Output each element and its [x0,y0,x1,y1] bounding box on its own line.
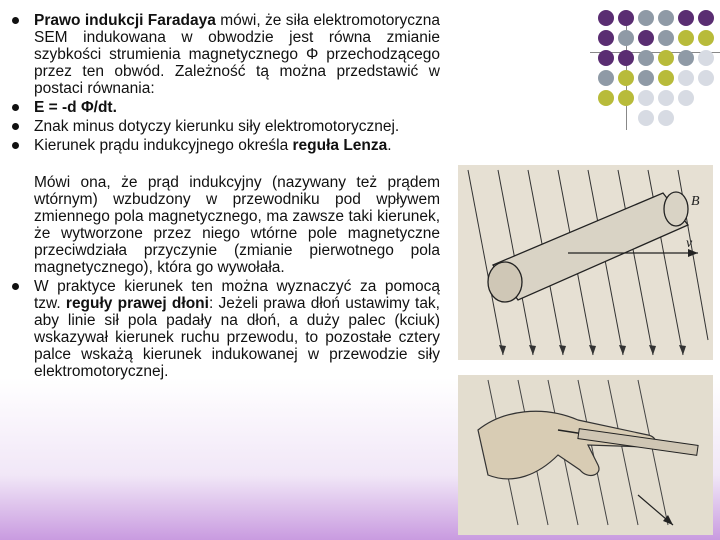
lenz-paragraph-text: Mówi ona, że prąd indukcyjny (nazywany też prądem wtórnym) wzbudzony w przewodniku pod wpływem zmiennego pola magnetycznego, ma zawsze taki kierunek, że wytworzone przez niego wtórne pole magnetyczne przeciwdziała przyczynie (zmianie pierwotnego pola magnetycznego), która go wywołała. [34,174,440,276]
decor-dot [598,30,614,46]
decor-dot [598,90,614,106]
decor-dot [618,10,634,26]
right-hand-intro: W praktyce kierunek ten można wyznaczyć za pomocą tzw. [34,278,440,312]
bullet-minus-sign [10,118,440,135]
decor-dot [598,10,614,26]
decor-dot [698,30,714,46]
bullet-faraday-law [10,12,440,97]
decor-dot [678,90,694,106]
decor-dot [618,90,634,106]
decor-dot [638,110,654,126]
decor-dot [678,50,694,66]
decor-dot [698,70,714,86]
decor-dot [598,50,614,66]
minus-sign-text: Znak minus dotyczy kierunku siły elektromotorycznej. [34,118,400,135]
decor-dot [658,110,674,126]
bullet-formula [10,99,440,116]
decor-dot [658,50,674,66]
decor-dot [658,70,674,86]
decor-dot-grid [590,10,720,130]
right-hand-rule: reguły prawej dłoni [65,295,209,312]
velocity-label: v [686,236,693,251]
decor-dot [638,30,654,46]
conductor-in-field-figure [458,165,713,360]
right-hand-text: : Jeżeli prawa dłoń ustawimy tak, aby linie sił pola padały na dłoń, a duży palec (kciuk) wskazywał kierunek ruchu przewodu, to pozostałe cztery palce wskażą kierunek indukowanej w przewodzie siły elektromotorycznej. [34,295,440,380]
decor-dot [678,10,694,26]
decor-dot [618,30,634,46]
decor-dot [658,90,674,106]
right-hand-rule-figure [458,375,713,535]
lenz-paragraph [10,174,440,276]
bullet-right-hand-rule [10,278,440,380]
lenz-intro: Kierunek prądu indukcyjnego określa [34,137,293,154]
decor-dot [678,30,694,46]
decor-dot [658,10,674,26]
decor-dot [698,50,714,66]
formula: E = -d Φ/dt. [34,99,117,116]
decor-dot [678,70,694,86]
lenz-suffix: . [387,137,392,154]
conductor-diagram [458,165,713,360]
lenz-rule: reguła Lenza [292,137,388,154]
decor-dot [638,50,654,66]
bullet-lenz [10,137,440,154]
faraday-law-title: Prawo indukcji Faradaya [34,12,216,29]
decor-dot [638,10,654,26]
faraday-law-text: mówi, że siła elektromotoryczna SEM indukowana w obwodzie jest równa zmianie szybkości strumienia magnetycznego Φ przechodzącego przez ten obwód. Zależność tą można przedstawić w postaci równania: [34,12,440,97]
field-label: B [691,194,700,209]
decor-dot [638,90,654,106]
decor-dot [658,30,674,46]
right-hand-diagram [458,375,713,535]
decor-dot [698,10,714,26]
slide-text [10,12,440,380]
decor-dot [638,70,654,86]
decor-dot [618,50,634,66]
decor-dot [598,70,614,86]
decor-dot [618,70,634,86]
